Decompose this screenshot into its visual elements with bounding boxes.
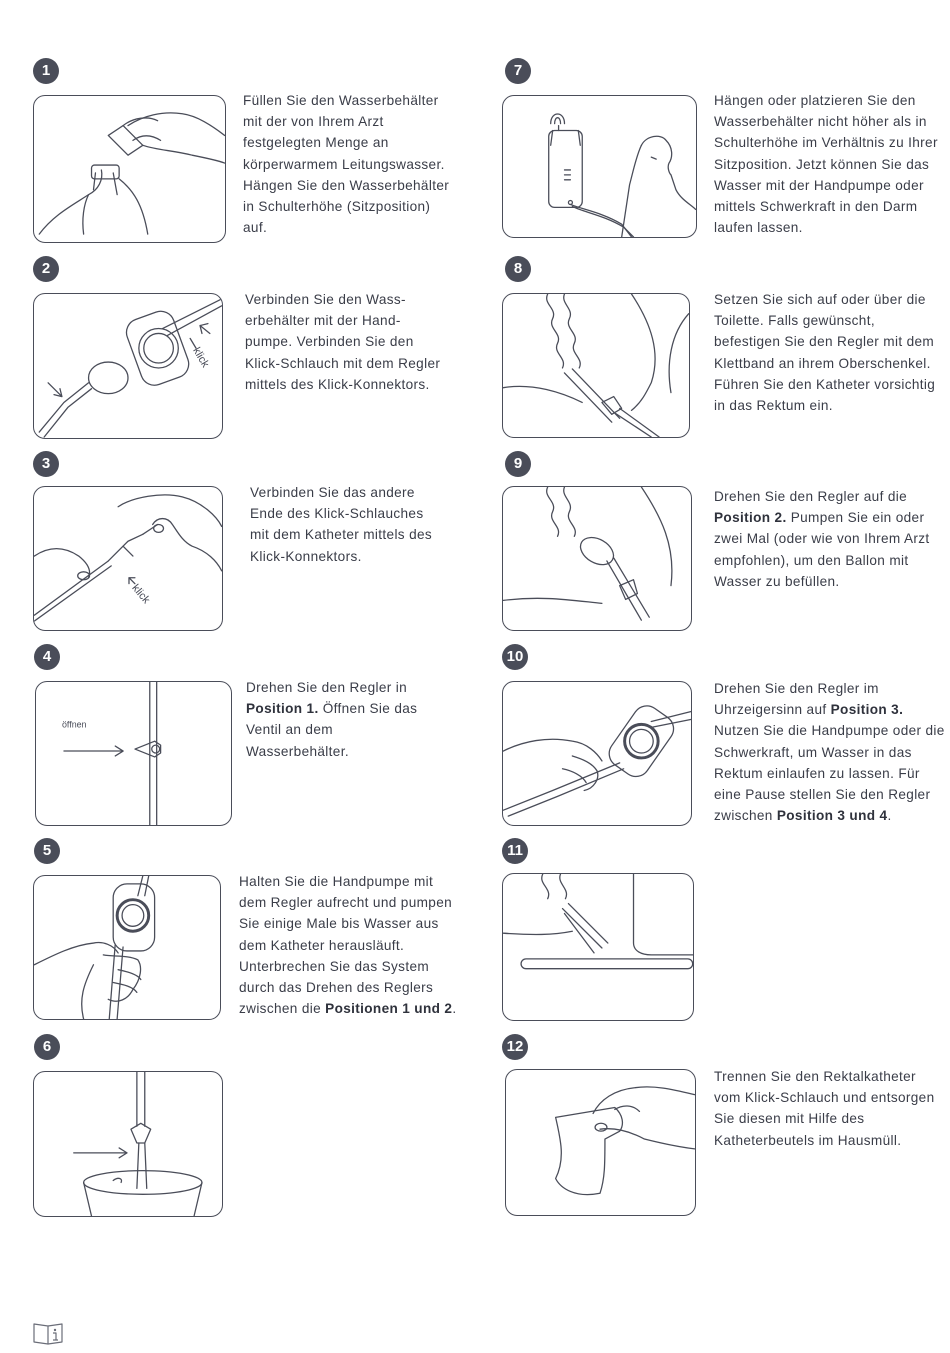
instruction-text: Drehen Sie den Regler auf die — [714, 489, 908, 504]
instruction-text: Verbinden Sie das andere Ende des Klick-Schlauches mit dem Katheter mittels des Klick-Konnektors. — [250, 485, 433, 564]
step-number-badge: 6 — [34, 1034, 60, 1060]
step-number-badge: 12 — [502, 1034, 528, 1060]
step-instruction — [714, 678, 946, 826]
instruction-text: . — [887, 808, 892, 824]
oeffnen-label: öffnen — [62, 719, 87, 730]
step-illustration — [33, 486, 223, 631]
step-instruction — [714, 90, 946, 238]
step-illustration — [33, 1071, 223, 1217]
manual-info-icon — [32, 1320, 66, 1346]
step-number-badge: 10 — [502, 644, 528, 670]
step-number-badge: 5 — [34, 838, 60, 864]
step-number-badge: 1 — [33, 58, 59, 84]
instruction-text: Halten Sie die Handpumpe mit dem Regler aufrecht und pumpen Sie einige Male bis Wasser aus dem Katheter herausläuft. Unterbrechen Sie das System durch das Drehen des Reglers zwischen die — [239, 874, 453, 1017]
instruction-text: Verbinden Sie den Wass-erbehälter mit der Hand-pumpe. Verbinden Sie den Klick-Schlauch mit dem Regler mittels des Klick-Konnektors. — [245, 292, 441, 392]
step-instruction — [250, 482, 440, 567]
instruction-text: Setzen Sie sich auf oder über die Toilette. Falls gewünscht, befestigen Sie den Regler mit dem Klettband an ihrem Oberschenkel. Führen Sie den Katheter vorsichtig in das Rektum ein. — [714, 292, 936, 414]
instruction-text: Hängen oder platzieren Sie den Wasserbehälter nicht höher als in Schulterhöhe im Verhältnis zu Ihrer Sitzposition. Jetzt können Sie das Wasser mit der Handpumpe oder mittels Schwerkraft in den Darm laufen lassen. — [714, 93, 938, 236]
step-instruction — [246, 677, 436, 762]
instruction-text: Nutzen Sie die Handpumpe oder die Schwerkraft, um Wasser in das Rektum einlaufen zu lassen. Für eine Pause stellen Sie den Regler zwischen — [714, 723, 945, 824]
step-illustration — [35, 681, 232, 826]
step-number-badge: 11 — [502, 838, 528, 864]
instruction-text: Füllen Sie den Wasserbehälter mit der von Ihrem Arzt festgelegten Menge an körperwarmem Leitungswasser. Hängen Sie den Wasserbehälter in Schulterhöhe (Sitzposition) auf. — [243, 93, 450, 236]
step-instruction — [714, 486, 939, 592]
emphasis-text: Position 1. — [246, 701, 319, 717]
emphasis-text: Position 3. — [830, 702, 904, 718]
step-illustration — [502, 486, 692, 631]
step-illustration — [502, 681, 692, 826]
emphasis-text: Position 2. — [714, 510, 787, 526]
step-number-badge: 3 — [33, 451, 59, 477]
emphasis-text: Position 3 und 4 — [776, 808, 888, 824]
klick-label: klick — [129, 582, 153, 607]
instruction-text: Drehen Sie den Regler im Uhrzeigersinn auf — [714, 681, 879, 718]
instruction-text: Pumpen Sie ein oder zwei Mal (oder wie von Ihrem Arzt empfohlen), um den Ballon mit Wasser zu befüllen. — [714, 510, 930, 589]
step-instruction — [245, 289, 445, 395]
instruction-text: Drehen Sie den Regler in — [246, 680, 408, 695]
step-number-badge: 2 — [33, 256, 59, 282]
step-instruction — [714, 1066, 946, 1151]
step-instruction — [239, 871, 459, 1019]
step-instruction — [714, 289, 939, 416]
step-illustration — [502, 873, 694, 1021]
instruction-text: Öffnen Sie das Ventil an dem Wasserbehälter. — [246, 701, 418, 759]
instruction-text: . — [452, 1001, 457, 1017]
step-number-badge: 4 — [34, 644, 60, 670]
instruction-text: Trennen Sie den Rektalkatheter vom Klick-Schlauch und entsorgen Sie diesen mit Hilfe des Katheterbeutels im Hausmüll. — [714, 1069, 935, 1148]
step-illustration — [502, 95, 697, 238]
klick-label: klick — [190, 345, 212, 370]
step-number-badge: 8 — [505, 256, 531, 282]
emphasis-text: Positionen 1 und 2 — [325, 1001, 453, 1017]
step-illustration — [33, 95, 226, 243]
step-illustration — [33, 875, 221, 1020]
step-number-badge: 9 — [505, 451, 531, 477]
step-illustration — [502, 293, 690, 438]
step-illustration — [33, 293, 223, 439]
step-instruction — [243, 90, 453, 238]
step-illustration — [505, 1069, 696, 1216]
step-number-badge: 7 — [505, 58, 531, 84]
